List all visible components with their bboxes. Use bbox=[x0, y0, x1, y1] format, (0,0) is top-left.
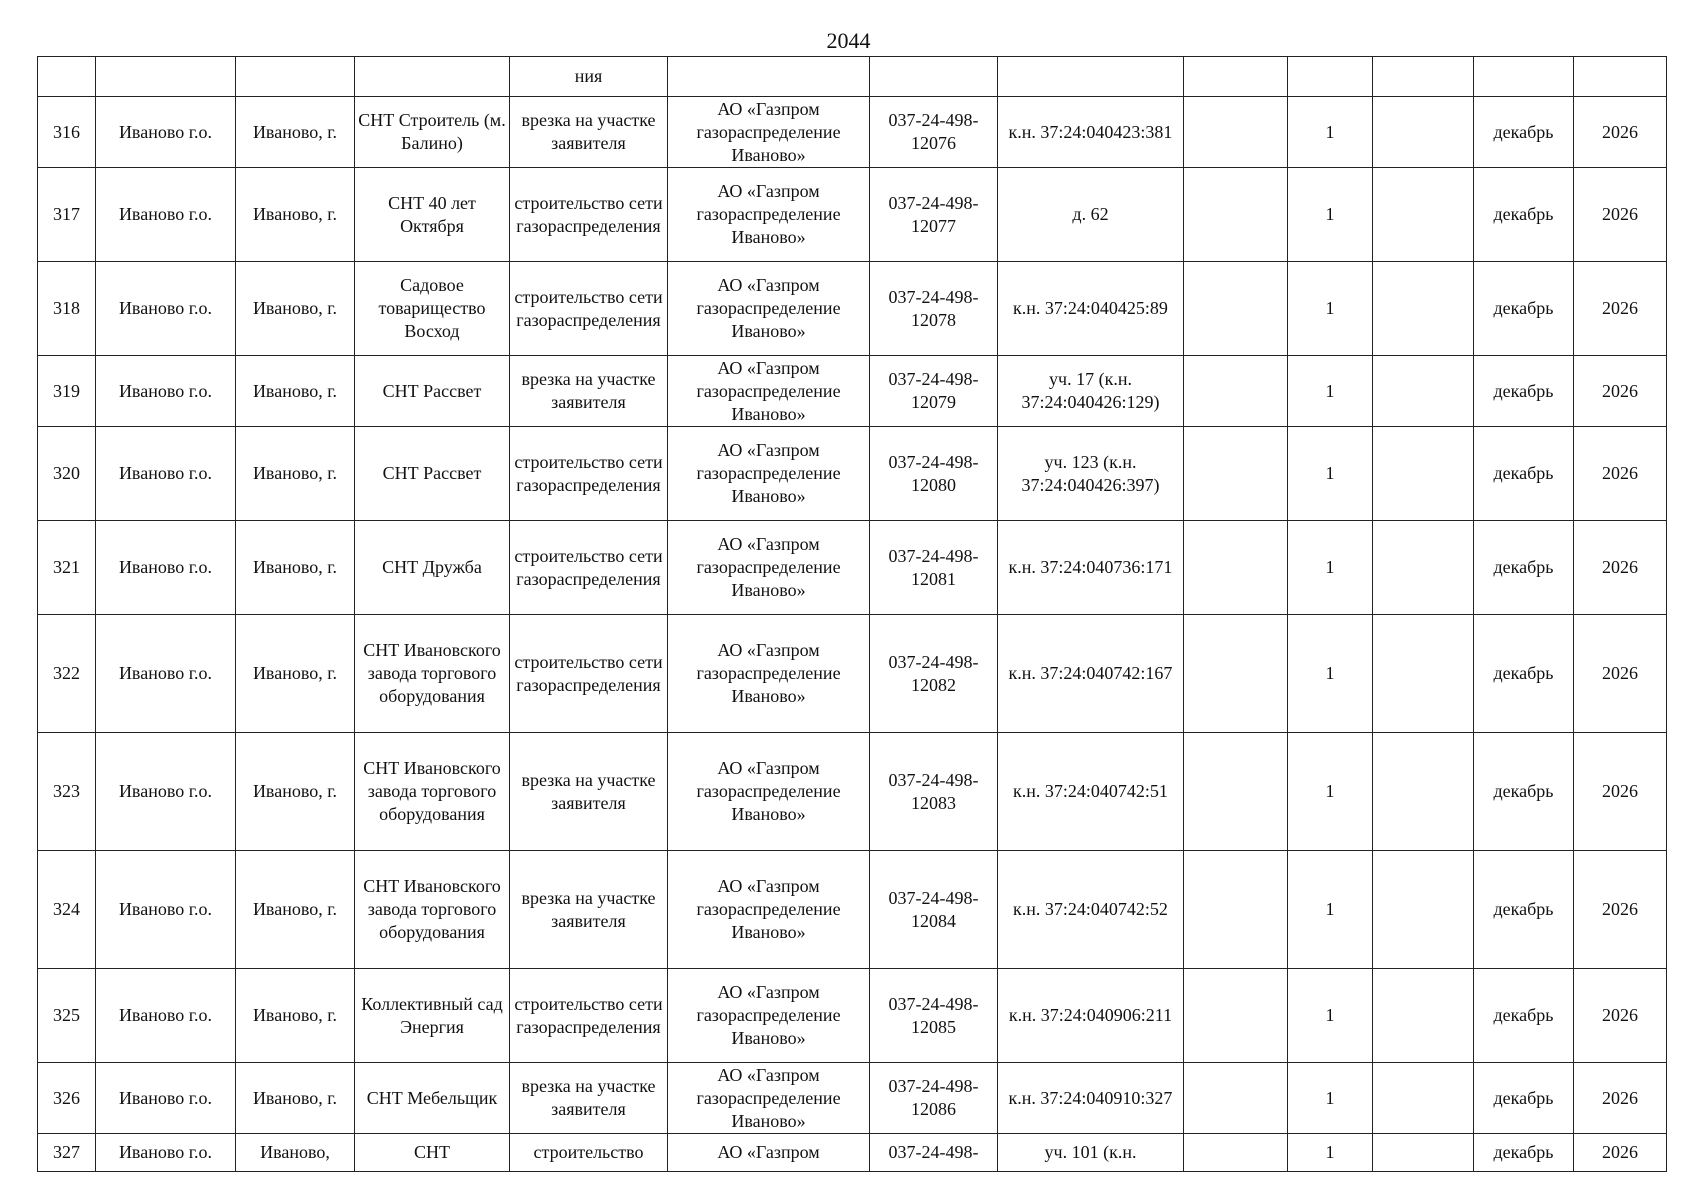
cell-org: АО «Газпром газораспределение Иваново» bbox=[668, 615, 870, 733]
cell-address: к.н. 37:24:040742:52 bbox=[998, 851, 1184, 969]
cell-object: СНТ Ивановского завода торгового оборудования bbox=[355, 615, 510, 733]
cell-month: декабрь bbox=[1474, 733, 1574, 851]
cell-service: строительство bbox=[510, 1134, 668, 1172]
cell-code: 037-24-498-12083 bbox=[870, 733, 998, 851]
cell-empty-1 bbox=[1184, 262, 1288, 356]
cell-district: Иваново г.о. bbox=[96, 427, 236, 521]
cell-num: 321 bbox=[38, 521, 96, 615]
cell-num: 324 bbox=[38, 851, 96, 969]
cell-object: СНТ Рассвет bbox=[355, 427, 510, 521]
cell-address: к.н. 37:24:040736:171 bbox=[998, 521, 1184, 615]
cell-org: АО «Газпром газораспределение Иваново» bbox=[668, 97, 870, 168]
table-row bbox=[38, 168, 1667, 262]
cell-count: 1 bbox=[1288, 969, 1373, 1063]
cell-code: 037-24-498-12086 bbox=[870, 1063, 998, 1134]
cell-service: строительство сети газораспределения bbox=[510, 615, 668, 733]
cell-locality: Иваново, г. bbox=[236, 851, 355, 969]
cell-count: 1 bbox=[1288, 1134, 1373, 1172]
cell-org: АО «Газпром bbox=[668, 1134, 870, 1172]
table-row bbox=[38, 521, 1667, 615]
cell-district: Иваново г.о. bbox=[96, 1063, 236, 1134]
cell-empty-2 bbox=[1373, 521, 1474, 615]
cell-object: СНТ Рассвет bbox=[355, 356, 510, 427]
cell-num bbox=[38, 57, 96, 97]
table-row bbox=[38, 97, 1667, 168]
cell-address: к.н. 37:24:040423:381 bbox=[998, 97, 1184, 168]
cell-empty-1 bbox=[1184, 851, 1288, 969]
cell-year: 2026 bbox=[1574, 615, 1667, 733]
cell-empty-1 bbox=[1184, 521, 1288, 615]
cell-address: д. 62 bbox=[998, 168, 1184, 262]
cell-count bbox=[1288, 57, 1373, 97]
cell-org: АО «Газпром газораспределение Иваново» bbox=[668, 168, 870, 262]
cell-empty-1 bbox=[1184, 97, 1288, 168]
cell-num: 325 bbox=[38, 969, 96, 1063]
cell-code: 037-24-498-12080 bbox=[870, 427, 998, 521]
table-row bbox=[38, 851, 1667, 969]
cell-service: врезка на участке заявителя bbox=[510, 733, 668, 851]
cell-month: декабрь bbox=[1474, 356, 1574, 427]
cell-code: 037-24-498-12079 bbox=[870, 356, 998, 427]
table-body bbox=[38, 57, 1667, 1172]
cell-locality bbox=[236, 57, 355, 97]
cell-num: 316 bbox=[38, 97, 96, 168]
cell-org bbox=[668, 57, 870, 97]
cell-year: 2026 bbox=[1574, 521, 1667, 615]
cell-address: к.н. 37:24:040742:51 bbox=[998, 733, 1184, 851]
cell-object: СНТ 40 лет Октября bbox=[355, 168, 510, 262]
cell-num: 327 bbox=[38, 1134, 96, 1172]
cell-object: Коллективный сад Энергия bbox=[355, 969, 510, 1063]
cell-num: 320 bbox=[38, 427, 96, 521]
cell-code: 037-24-498-12082 bbox=[870, 615, 998, 733]
cell-address: к.н. 37:24:040742:167 bbox=[998, 615, 1184, 733]
cell-address: уч. 101 (к.н. bbox=[998, 1134, 1184, 1172]
cell-empty-1 bbox=[1184, 969, 1288, 1063]
cell-year: 2026 bbox=[1574, 969, 1667, 1063]
cell-address: к.н. 37:24:040425:89 bbox=[998, 262, 1184, 356]
cell-address: уч. 17 (к.н. 37:24:040426:129) bbox=[998, 356, 1184, 427]
cell-service: врезка на участке заявителя bbox=[510, 851, 668, 969]
cell-code: 037-24-498-12077 bbox=[870, 168, 998, 262]
cell-code: 037-24-498-12078 bbox=[870, 262, 998, 356]
cell-count: 1 bbox=[1288, 1063, 1373, 1134]
cell-year: 2026 bbox=[1574, 427, 1667, 521]
cell-year: 2026 bbox=[1574, 1134, 1667, 1172]
cell-org: АО «Газпром газораспределение Иваново» bbox=[668, 969, 870, 1063]
cell-service: строительство сети газораспределения bbox=[510, 262, 668, 356]
cell-district: Иваново г.о. bbox=[96, 733, 236, 851]
cell-address bbox=[998, 57, 1184, 97]
register-table bbox=[37, 56, 1667, 1172]
cell-object: СНТ Ивановского завода торгового оборудования bbox=[355, 851, 510, 969]
cell-locality: Иваново, г. bbox=[236, 262, 355, 356]
cell-year: 2026 bbox=[1574, 168, 1667, 262]
cell-object: СНТ Дружба bbox=[355, 521, 510, 615]
cell-address: к.н. 37:24:040906:211 bbox=[998, 969, 1184, 1063]
cell-num: 323 bbox=[38, 733, 96, 851]
cell-object: СНТ Мебельщик bbox=[355, 1063, 510, 1134]
cell-empty-2 bbox=[1373, 262, 1474, 356]
cell-count: 1 bbox=[1288, 427, 1373, 521]
cell-district bbox=[96, 57, 236, 97]
cell-district: Иваново г.о. bbox=[96, 356, 236, 427]
cell-org: АО «Газпром газораспределение Иваново» bbox=[668, 521, 870, 615]
cell-year: 2026 bbox=[1574, 262, 1667, 356]
cell-object: СНТ Строитель (м. Балино) bbox=[355, 97, 510, 168]
cell-empty-1 bbox=[1184, 57, 1288, 97]
cell-empty-1 bbox=[1184, 1063, 1288, 1134]
cell-org: АО «Газпром газораспределение Иваново» bbox=[668, 733, 870, 851]
cell-year: 2026 bbox=[1574, 733, 1667, 851]
cell-num: 318 bbox=[38, 262, 96, 356]
cell-org: АО «Газпром газораспределение Иваново» bbox=[668, 1063, 870, 1134]
cell-address: уч. 123 (к.н. 37:24:040426:397) bbox=[998, 427, 1184, 521]
cell-district: Иваново г.о. bbox=[96, 851, 236, 969]
cell-count: 1 bbox=[1288, 262, 1373, 356]
page-number: 2044 bbox=[826, 28, 871, 53]
cell-district: Иваново г.о. bbox=[96, 521, 236, 615]
cell-service: врезка на участке заявителя bbox=[510, 356, 668, 427]
table-row bbox=[38, 733, 1667, 851]
cell-service: строительство сети газораспределения bbox=[510, 168, 668, 262]
cell-year bbox=[1574, 57, 1667, 97]
cell-code: 037-24-498-12084 bbox=[870, 851, 998, 969]
cell-month: декабрь bbox=[1474, 427, 1574, 521]
cell-service: врезка на участке заявителя bbox=[510, 1063, 668, 1134]
cell-month: декабрь bbox=[1474, 262, 1574, 356]
cell-locality: Иваново, г. bbox=[236, 97, 355, 168]
cell-num: 319 bbox=[38, 356, 96, 427]
continuation-row bbox=[38, 57, 1667, 97]
cell-empty-2 bbox=[1373, 57, 1474, 97]
table-row bbox=[38, 427, 1667, 521]
cell-service: строительство сети газораспределения bbox=[510, 521, 668, 615]
cell-empty-1 bbox=[1184, 733, 1288, 851]
cell-year: 2026 bbox=[1574, 851, 1667, 969]
cell-empty-2 bbox=[1373, 1134, 1474, 1172]
cell-address: к.н. 37:24:040910:327 bbox=[998, 1063, 1184, 1134]
cell-empty-2 bbox=[1373, 427, 1474, 521]
cell-empty-2 bbox=[1373, 168, 1474, 262]
cell-code: 037-24-498-12076 bbox=[870, 97, 998, 168]
cell-district: Иваново г.о. bbox=[96, 969, 236, 1063]
cell-locality: Иваново, bbox=[236, 1134, 355, 1172]
cell-num: 326 bbox=[38, 1063, 96, 1134]
cell-count: 1 bbox=[1288, 733, 1373, 851]
cell-empty-2 bbox=[1373, 356, 1474, 427]
cell-locality: Иваново, г. bbox=[236, 969, 355, 1063]
cell-code: 037-24-498-12081 bbox=[870, 521, 998, 615]
cell-district: Иваново г.о. bbox=[96, 97, 236, 168]
cell-org: АО «Газпром газораспределение Иваново» bbox=[668, 262, 870, 356]
cell-code bbox=[870, 57, 998, 97]
cell-service: строительство сети газораспределения bbox=[510, 427, 668, 521]
cell-org: АО «Газпром газораспределение Иваново» bbox=[668, 851, 870, 969]
cell-district: Иваново г.о. bbox=[96, 1134, 236, 1172]
cell-month: декабрь bbox=[1474, 97, 1574, 168]
cell-empty-2 bbox=[1373, 1063, 1474, 1134]
cell-locality: Иваново, г. bbox=[236, 733, 355, 851]
cell-month bbox=[1474, 57, 1574, 97]
cell-empty-2 bbox=[1373, 733, 1474, 851]
cell-count: 1 bbox=[1288, 97, 1373, 168]
cell-count: 1 bbox=[1288, 521, 1373, 615]
cell-num: 317 bbox=[38, 168, 96, 262]
cell-month: декабрь bbox=[1474, 1134, 1574, 1172]
cell-empty-1 bbox=[1184, 356, 1288, 427]
cell-district: Иваново г.о. bbox=[96, 615, 236, 733]
cell-month: декабрь bbox=[1474, 1063, 1574, 1134]
cell-code: 037-24-498-12085 bbox=[870, 969, 998, 1063]
cell-locality: Иваново, г. bbox=[236, 356, 355, 427]
table-row bbox=[38, 262, 1667, 356]
cell-code: 037-24-498- bbox=[870, 1134, 998, 1172]
cell-empty-2 bbox=[1373, 969, 1474, 1063]
cell-service: ния bbox=[510, 57, 668, 97]
cell-empty-2 bbox=[1373, 97, 1474, 168]
table-row bbox=[38, 1134, 1667, 1172]
cell-empty-1 bbox=[1184, 427, 1288, 521]
cell-empty-1 bbox=[1184, 168, 1288, 262]
cell-count: 1 bbox=[1288, 851, 1373, 969]
cell-count: 1 bbox=[1288, 168, 1373, 262]
cell-locality: Иваново, г. bbox=[236, 427, 355, 521]
cell-year: 2026 bbox=[1574, 356, 1667, 427]
cell-locality: Иваново, г. bbox=[236, 521, 355, 615]
cell-year: 2026 bbox=[1574, 1063, 1667, 1134]
cell-year: 2026 bbox=[1574, 97, 1667, 168]
cell-service: врезка на участке заявителя bbox=[510, 97, 668, 168]
table-row bbox=[38, 615, 1667, 733]
table-row bbox=[38, 1063, 1667, 1134]
cell-count: 1 bbox=[1288, 615, 1373, 733]
cell-locality: Иваново, г. bbox=[236, 1063, 355, 1134]
cell-object bbox=[355, 57, 510, 97]
cell-object: СНТ Ивановского завода торгового оборудования bbox=[355, 733, 510, 851]
cell-org: АО «Газпром газораспределение Иваново» bbox=[668, 356, 870, 427]
cell-count: 1 bbox=[1288, 356, 1373, 427]
cell-empty-2 bbox=[1373, 851, 1474, 969]
table-row bbox=[38, 356, 1667, 427]
cell-month: декабрь bbox=[1474, 969, 1574, 1063]
table-row bbox=[38, 969, 1667, 1063]
cell-object: Садовое товарищество Восход bbox=[355, 262, 510, 356]
cell-empty-1 bbox=[1184, 1134, 1288, 1172]
cell-empty-2 bbox=[1373, 615, 1474, 733]
cell-locality: Иваново, г. bbox=[236, 168, 355, 262]
cell-month: декабрь bbox=[1474, 615, 1574, 733]
cell-month: декабрь bbox=[1474, 851, 1574, 969]
cell-district: Иваново г.о. bbox=[96, 168, 236, 262]
cell-district: Иваново г.о. bbox=[96, 262, 236, 356]
cell-month: декабрь bbox=[1474, 168, 1574, 262]
cell-empty-1 bbox=[1184, 615, 1288, 733]
cell-org: АО «Газпром газораспределение Иваново» bbox=[668, 427, 870, 521]
cell-num: 322 bbox=[38, 615, 96, 733]
cell-service: строительство сети газораспределения bbox=[510, 969, 668, 1063]
cell-locality: Иваново, г. bbox=[236, 615, 355, 733]
cell-month: декабрь bbox=[1474, 521, 1574, 615]
cell-object: СНТ bbox=[355, 1134, 510, 1172]
